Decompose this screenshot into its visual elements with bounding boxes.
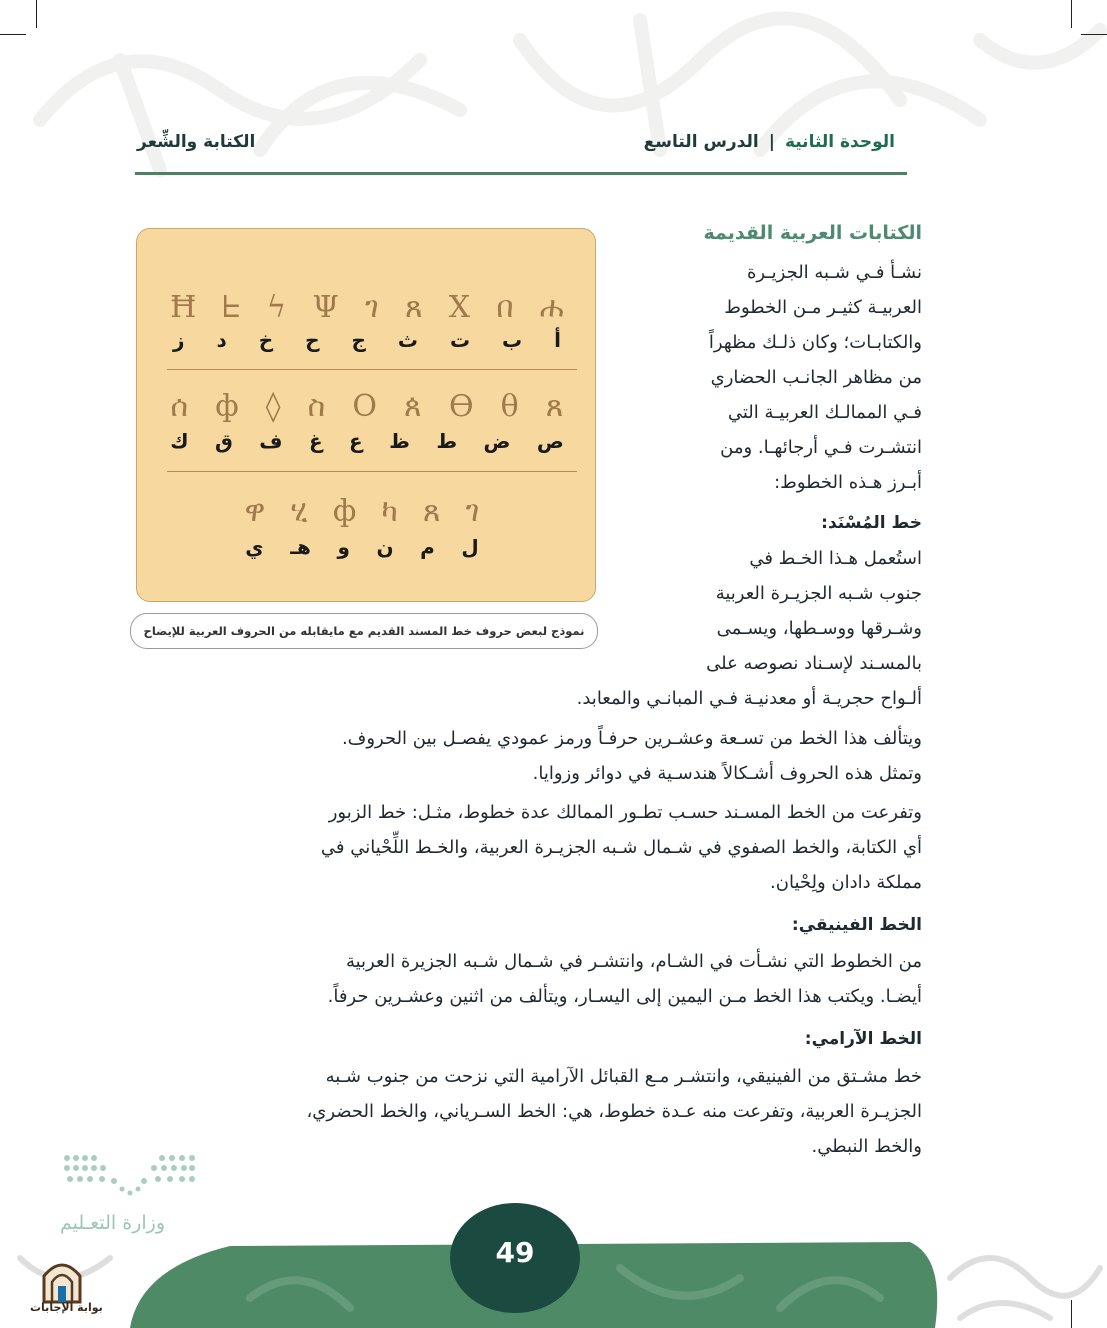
text-line: خط مشـتق من الفينيقي، وانتشـر مـع القبائل الآرامية التي نزحت من جنوب شـبه bbox=[325, 1066, 922, 1087]
text-line: فـي الممالـك العربيـة التي bbox=[727, 402, 922, 423]
musnad-glyph: ካ bbox=[381, 493, 398, 529]
musnad-glyph: ሐ bbox=[539, 289, 564, 325]
text-line: من الخطوط التي نشـأت في الشـام، وانتشـر في شـمال شـبه الجزيرة العربية bbox=[345, 951, 922, 972]
arabic-letter: ل bbox=[461, 535, 479, 559]
arabic-letter: ن bbox=[376, 535, 394, 559]
portal-logo-icon bbox=[30, 1256, 94, 1304]
musnad-glyph: ገ bbox=[465, 493, 480, 529]
ministry-label: وزارة التعـليم bbox=[60, 1212, 166, 1234]
musnad-alphabet-panel bbox=[136, 228, 596, 602]
musnad-glyph: ዋ bbox=[244, 493, 266, 529]
musnad-glyph: በ bbox=[496, 289, 514, 325]
musnad-paragraph-2 bbox=[135, 721, 922, 791]
musnad-title: خط المُسْنَد: bbox=[821, 513, 922, 533]
arabic-letter: ج bbox=[351, 328, 366, 352]
aramaic-title: الخط الآرامي: bbox=[804, 1029, 922, 1049]
text-line: وشـرقها ووسـطها، ويسـمى bbox=[716, 618, 922, 639]
musnad-glyph: X bbox=[448, 289, 471, 325]
musnad-glyph: Ψ bbox=[312, 289, 339, 325]
text-line: مملكة دادان ولِحْيان. bbox=[770, 872, 922, 893]
crop-mark bbox=[0, 34, 26, 35]
header-separator: | bbox=[768, 132, 775, 152]
portal-label: بوابة الإجابات bbox=[30, 1301, 103, 1314]
arabic-letter: ق bbox=[214, 429, 233, 453]
arabic-letter: أ bbox=[554, 328, 561, 352]
text-line: من مظاهر الجانـب الحضاري bbox=[710, 367, 922, 388]
text-line: والخط النبطي. bbox=[811, 1136, 922, 1157]
subject-label: الكتابة والشِّعر bbox=[137, 132, 256, 152]
musnad-full-line bbox=[135, 681, 922, 716]
musnad-glyph: ф bbox=[332, 493, 357, 529]
text-line: استُعمل هـذا الخـط في bbox=[749, 548, 922, 569]
text-line: ألـواح حجريـة أو معدنيـة فـي المبانـي والمعابد. bbox=[576, 688, 922, 709]
arabic-letter: ك bbox=[170, 429, 189, 453]
musnad-paragraph-3 bbox=[135, 795, 922, 900]
musnad-glyph: ጸ bbox=[545, 388, 564, 424]
arabic-letter: ي bbox=[245, 535, 264, 559]
panel-divider bbox=[167, 471, 577, 472]
text-line: نشـأ فـي شـبه الجزيـرة bbox=[747, 262, 922, 283]
unit-lesson-header bbox=[644, 132, 895, 152]
arabic-letter: م bbox=[420, 535, 435, 559]
crop-mark bbox=[1081, 34, 1107, 35]
arabic-letter: د bbox=[216, 328, 227, 352]
text-line: الجزيـرة العربية، وتفرعت منه عـدة خطوط، هي: الخط السـرياني، والخط الحضري، bbox=[306, 1101, 922, 1122]
text-line: والكتابـات؛ وكان ذلـك مظهراً bbox=[708, 332, 922, 353]
lesson-label: الدرس التاسع bbox=[643, 132, 759, 152]
arabic-letter: ب bbox=[502, 328, 523, 352]
musnad-glyph: ф bbox=[215, 388, 239, 424]
musnad-glyph: ጸ bbox=[422, 493, 441, 529]
ministry-logo-icon bbox=[62, 1153, 197, 1199]
musnad-glyph: ϟ bbox=[266, 289, 287, 325]
text-line: ويتألف هذا الخط من تسـعة وعشـرين حرفـاً ورمز عمودي يفصـل بين الحروف. bbox=[341, 728, 922, 749]
text-line: أبـرز هـذه الخطوط: bbox=[774, 472, 922, 493]
arabic-letter: ث bbox=[397, 328, 418, 352]
musnad-glyph: ᖶ bbox=[222, 289, 241, 325]
text-line: انتشـرت فـي أرجائهـا. ومن bbox=[720, 437, 922, 458]
glyph-row-2 bbox=[157, 386, 577, 426]
musnad-paragraph bbox=[627, 541, 922, 681]
text-line: وتفرعت من الخط المسـند حسـب تطـور الممالك عدة خطوط، مثـل: خط الزبور bbox=[328, 802, 922, 823]
arabic-letter: ص bbox=[536, 429, 564, 453]
musnad-glyph: θ bbox=[500, 388, 519, 424]
crop-mark bbox=[1071, 0, 1072, 28]
musnad-glyph: Ѳ bbox=[448, 388, 474, 424]
intro-paragraph bbox=[627, 255, 922, 500]
glyph-row-1 bbox=[157, 287, 577, 327]
unit-label: الوحدة الثانية bbox=[784, 132, 895, 152]
phoenician-paragraph bbox=[135, 944, 922, 1014]
arabic-letter: ت bbox=[449, 328, 471, 352]
header-rule bbox=[135, 172, 907, 175]
text-line: أي الكتابة، والخط الصفوي في شـمال شـبه الجزيـرة العربية، والخـط اللِّحْياني في bbox=[320, 837, 922, 858]
arabic-letter: ع bbox=[349, 429, 363, 453]
musnad-glyph: Ħ bbox=[170, 289, 197, 325]
musnad-glyph: O bbox=[352, 388, 377, 424]
arabic-letter: خ bbox=[258, 328, 274, 352]
text-line: أيضـا. ويكتب هذا الخط مـن اليمين إلى اليسـار، ويتألف من اثنين وعشـرين حرفاً. bbox=[327, 986, 922, 1007]
calligraphy-background bbox=[0, 0, 1107, 200]
panel-caption: نموذج لبعض حروف خط المسند القديم مع مايقابله من الحروف العربية للإيضاح bbox=[130, 613, 598, 649]
arabic-letter: ح bbox=[305, 328, 320, 352]
musnad-glyph: ጰ bbox=[404, 388, 422, 424]
glyph-row-3 bbox=[232, 491, 492, 531]
arabic-letter: غ bbox=[308, 429, 323, 453]
arabic-letter: و bbox=[337, 535, 350, 559]
text-line: العربيـة كثيـر مـن الخطوط bbox=[724, 297, 922, 318]
phoenician-title: الخط الفينيقي: bbox=[791, 915, 922, 935]
text-line: وتمثل هذه الحروف أشـكالاً هندسـية في دوائر وزوايا. bbox=[532, 763, 922, 784]
letter-row-2 bbox=[157, 426, 577, 456]
arabic-letter: ط bbox=[436, 429, 458, 453]
arabic-letter: ف bbox=[259, 429, 283, 453]
arabic-letter: ظ bbox=[389, 429, 410, 453]
text-line: بالمسـند لإسـناد نصوصه على bbox=[706, 653, 922, 674]
musnad-glyph: ሂ bbox=[290, 493, 308, 529]
musnad-glyph: ገ bbox=[365, 289, 379, 325]
arabic-letter: هـ bbox=[290, 535, 311, 559]
letter-row-1 bbox=[157, 325, 577, 355]
page-number: 49 bbox=[450, 1203, 580, 1313]
panel-divider bbox=[167, 369, 577, 370]
musnad-glyph: ጸ bbox=[404, 289, 423, 325]
section-title: الكتابات العربية القديمة bbox=[703, 222, 922, 244]
aramaic-paragraph bbox=[135, 1059, 922, 1164]
letter-row-3 bbox=[232, 532, 492, 562]
musnad-glyph: ◊ bbox=[265, 388, 281, 424]
text-line: جنوب شـبه الجزيـرة العربية bbox=[715, 583, 922, 604]
crop-mark bbox=[36, 0, 37, 28]
musnad-glyph: ሰ bbox=[170, 388, 189, 424]
arabic-letter: ض bbox=[483, 429, 511, 453]
arabic-letter: ز bbox=[172, 328, 185, 352]
musnad-glyph: ስ bbox=[307, 388, 326, 424]
